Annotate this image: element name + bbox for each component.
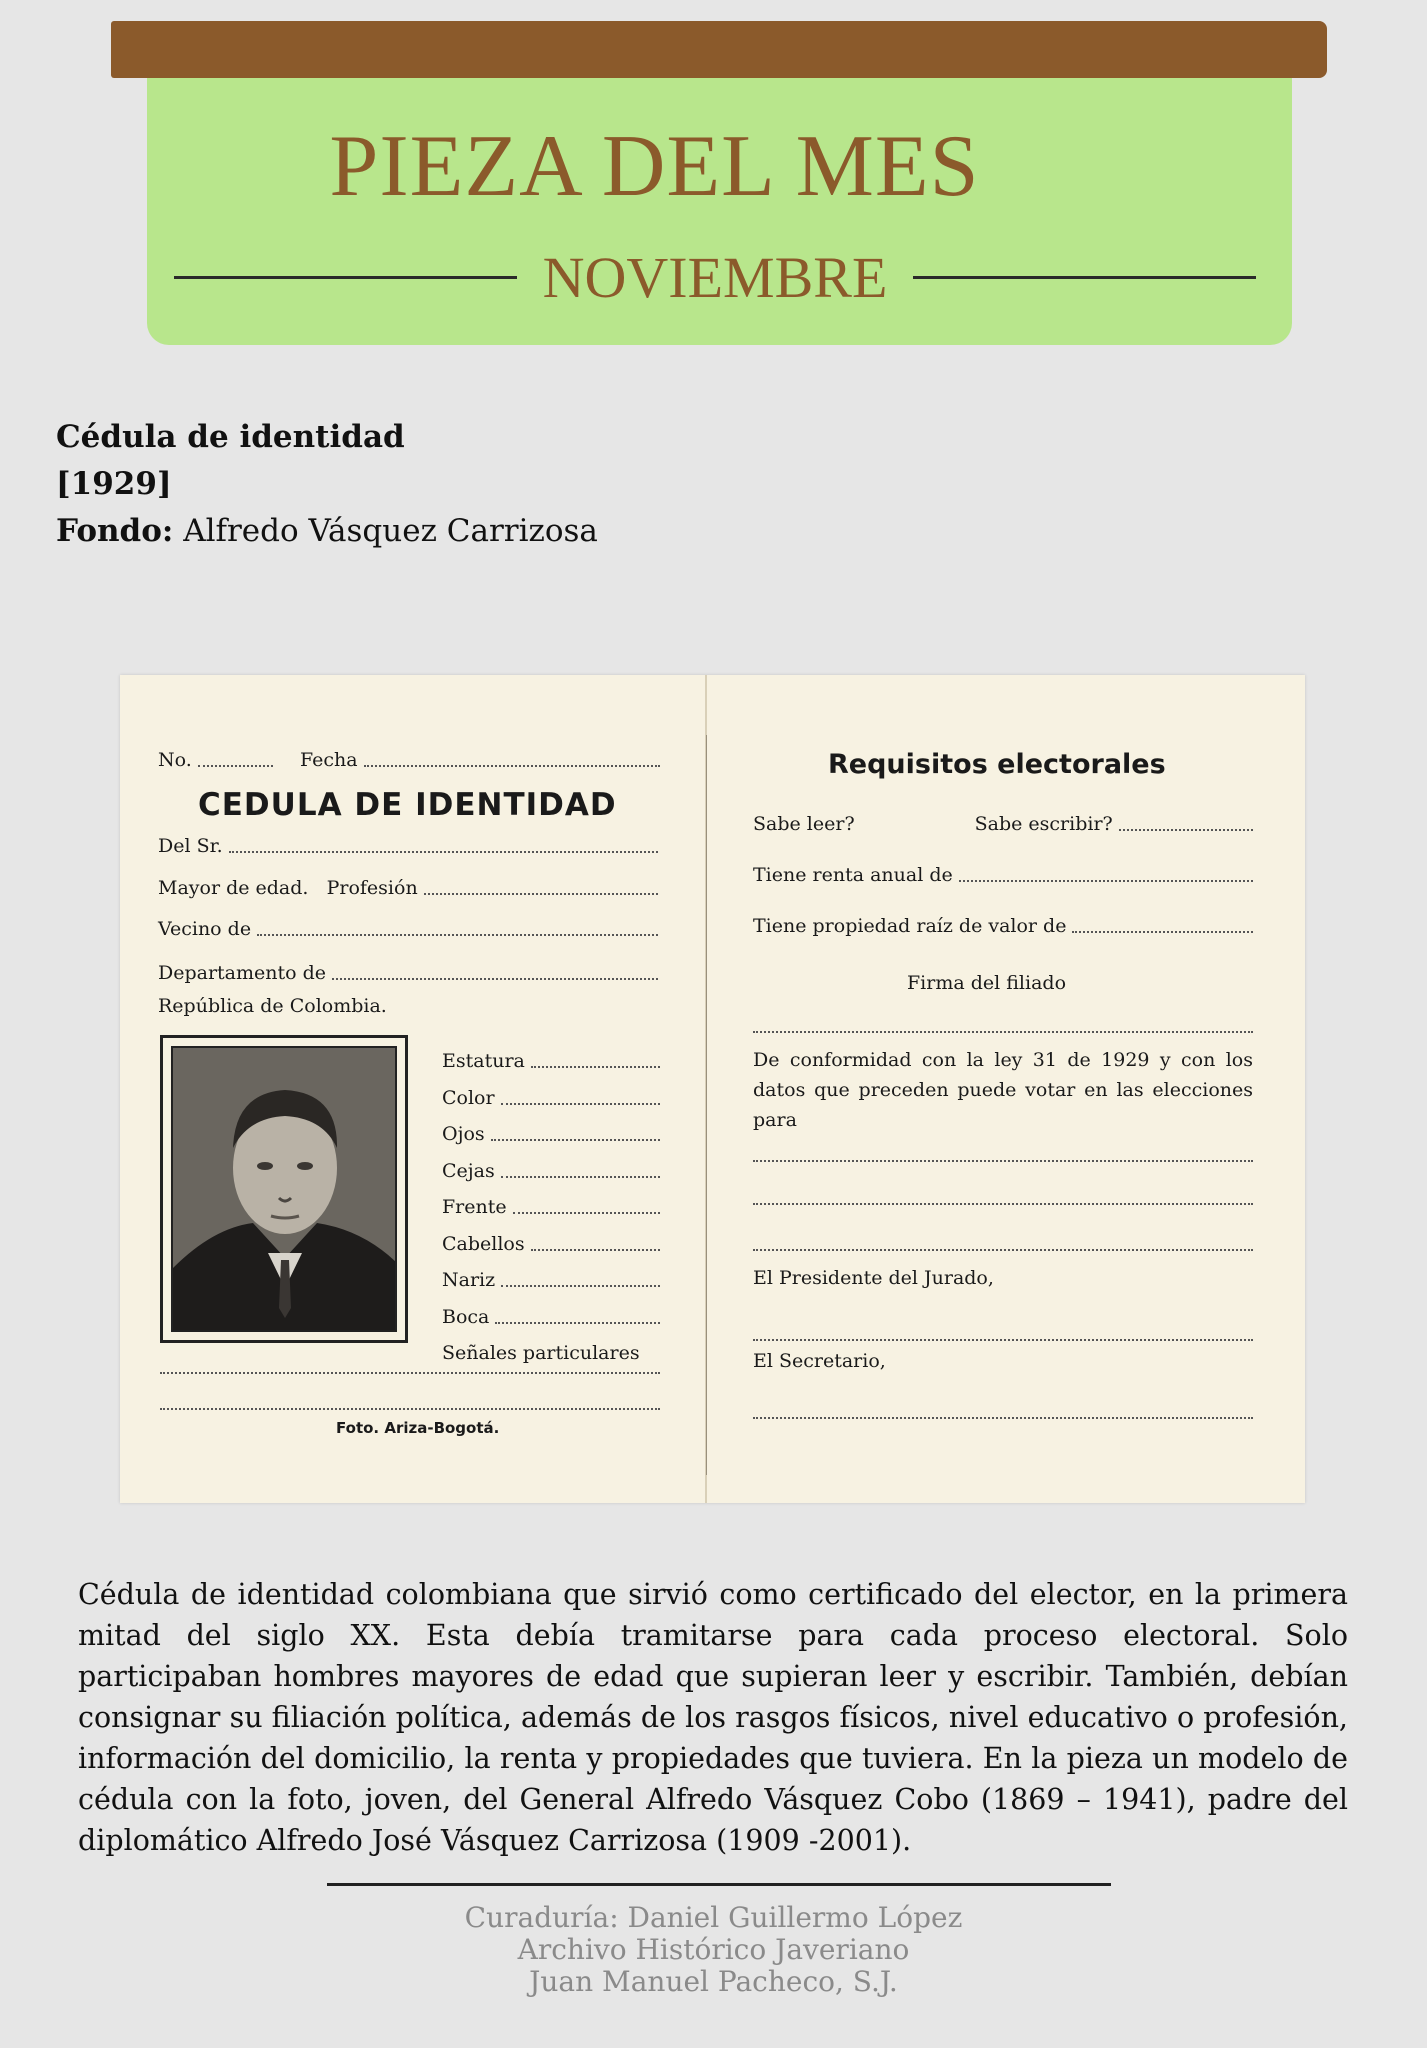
feature-field: Cejas [442,1160,660,1182]
blank-line [753,1031,1253,1033]
feature-field: Nariz [442,1269,660,1291]
portrait-photo [160,1035,408,1343]
fondo-value: Alfredo Vásquez Carrizosa [183,513,598,549]
document-fold-line [706,735,707,1475]
credit-pacheco: Juan Manuel Pacheco, S.J. [529,1965,898,1998]
field-fecha: Fecha [300,749,660,771]
document-image [120,675,1305,1503]
field-del-sr: Del Sr. [158,835,658,857]
presidente-label: El Presidente del Jurado, [753,1267,994,1289]
feature-field: Señales particulares [442,1342,640,1364]
item-title: Cédula de identidad [56,419,405,455]
blank-line [160,1408,660,1410]
blank-line [753,1339,1253,1341]
portrait-icon [173,1048,397,1332]
blank-line [753,1160,1253,1162]
subtitle-rule-left [174,276,517,279]
feature-field: Cabellos [442,1233,660,1255]
feature-field: Frente [442,1196,660,1218]
republica-label: República de Colombia. [158,995,387,1017]
blank-line [753,1249,1253,1251]
requirements-title: Requisitos electorales [828,749,1166,780]
feature-field: Estatura [442,1050,660,1072]
document-title: CEDULA DE IDENTIDAD [198,787,617,823]
field-renta: Tiene renta anual de [753,864,1253,886]
field-no: No. [158,749,273,771]
field-sabe-leer: Sabe leer? Sabe escribir? [753,813,1253,835]
blank-line [753,1417,1253,1419]
credits-divider [327,1883,1111,1886]
credit-curaduria: Curaduría: Daniel Guillermo López [464,1901,963,1934]
credits-block [0,1902,1427,1998]
photo-credit: Foto. Ariza-Bogotá. [336,1419,500,1437]
fondo-label: Fondo: [56,513,174,549]
month-subtitle: NOVIEMBRE [542,244,888,310]
page-title: PIEZA DEL MES [329,118,980,215]
firma-label: Firma del filiado [907,972,1067,994]
header-top-bar [111,21,1327,78]
field-propiedad: Tiene propiedad raíz de valor de [753,915,1253,937]
feature-field: Ojos [442,1123,660,1145]
field-mayor-edad: Mayor de edad. Profesión [158,877,658,899]
feature-field: Boca [442,1306,660,1328]
field-vecino: Vecino de [158,918,658,940]
secretario-label: El Secretario, [753,1350,886,1372]
item-year: [1929] [56,466,172,502]
field-departamento: Departamento de [158,962,658,984]
description-text: Cédula de identidad colombiana que sirvió como certificado del elector, en la primera mitad del siglo XX. Esta debía tramitarse para cada proceso electoral. Solo participaban hombres mayores de edad que supieran leer y escribir. También, debían consignar su filiación política, además de los rasgos físicos, nivel educativo o profesión, información del domicilio, la renta y propiedades que tuviera. En la pieza un modelo de cédula con la foto, joven, del General Alfredo Vásquez Cobo (1869 – 1941), padre del diplomático Alfredo José Vásquez Carrizosa (1909 -2001). [78,1578,1348,1857]
item-metadata [56,414,598,555]
credit-archivo: Archivo Histórico Javeriano [517,1933,910,1966]
feature-field: Color [442,1087,660,1109]
conformidad-text: De conformidad con la ley 31 de 1929 y con los datos que preceden puede votar en las elecciones para [753,1049,1253,1131]
subtitle-rule-right [913,276,1256,279]
subtitle-row [174,242,1256,312]
blank-line [753,1203,1253,1205]
blank-line [160,1372,660,1374]
header-banner [147,78,1292,345]
